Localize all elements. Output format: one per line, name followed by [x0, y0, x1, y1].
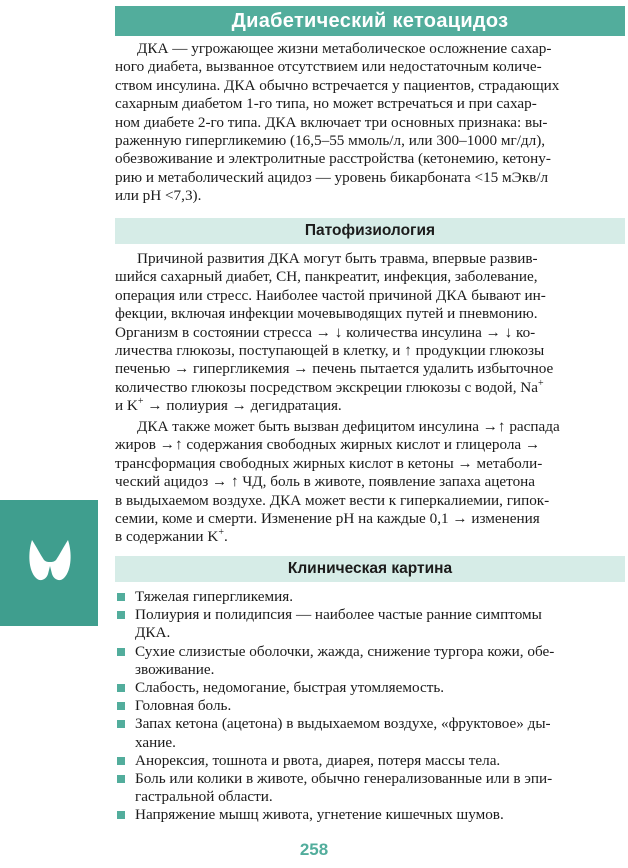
superscript: + [218, 527, 224, 539]
text-line: печенью → гипергликемия → печень пытается удалить избыточное [115, 360, 554, 378]
intro-line: сахарным диабетом 1-го типа, но может встречаться и при сахар- [115, 95, 537, 113]
list-item [115, 752, 621, 770]
text-line: фекции, включая инфекции мочевыводящих путей и пневмонию. [115, 305, 538, 323]
pathophysiology-paragraph-2 [115, 418, 623, 547]
text-fragment: в содержании K [115, 528, 219, 546]
section-heading-pathophysiology: Патофизиология [115, 218, 625, 244]
text-line: Причиной развития ДКА могут быть травма, впервые развив- [137, 250, 538, 267]
bullet-square-icon [117, 593, 125, 601]
intro-line: раженную гипергликемию (16,5–55 ммоль/л, или 300–1000 мг/дл), [115, 132, 546, 150]
symptom-list [115, 588, 621, 825]
intro-line: рию и метаболический ацидоз — уровень бикарбоната <15 мЭкв/л [115, 168, 549, 186]
list-item-line: Сухие слизистые оболочки, жажда, снижение тургора кожи, обе- [135, 642, 555, 660]
chapter-side-tab [0, 500, 98, 626]
list-item [115, 588, 621, 606]
list-item-line: ДКА. [135, 624, 171, 642]
text-line: жиров →↑ содержания свободных жирных кислот и глицерола → [115, 436, 541, 454]
list-item-line: Запах кетона (ацетона) в выдыхаемом воздухе, «фруктовое» ды- [135, 715, 551, 733]
thyroid-icon [26, 536, 74, 584]
intro-paragraph [115, 40, 623, 206]
list-item [115, 715, 621, 751]
text-line [115, 528, 623, 546]
text-line: ДКА также может быть вызван дефицитом инсулина →↑ распада [137, 418, 560, 435]
intro-line: ДКА — угрожающее жизни метаболическое осложнение сахар- [137, 40, 552, 57]
superscript: + [137, 396, 144, 408]
text-line: Организм в состоянии стресса → ↓ количества инсулина → ↓ ко- [115, 323, 536, 341]
text-fragment: и K [115, 397, 138, 415]
list-item-line: Тяжелая гипергликемия. [135, 588, 294, 605]
intro-line: или pH <7,3). [115, 187, 202, 205]
list-item-line: гастральной области. [135, 788, 273, 806]
list-item-line: Анорексия, тошнота и рвота, диарея, потеря массы тела. [135, 751, 501, 769]
intro-line: ством инсулина. ДКА обычно встречается у пациентов, страдающих [115, 76, 560, 94]
chapter-title: Диабетический кетоацидоз [115, 6, 625, 36]
list-item-line: Слабость, недомогание, быстрая утомляемость. [135, 679, 445, 697]
intro-line: ном диабете 2-го типа. ДКА включает три основных признака: вы- [115, 113, 548, 131]
text-line: в выдыхаемом воздухе. ДКА может вести к гиперкалиемии, гипок- [115, 491, 550, 509]
bullet-square-icon [117, 811, 125, 819]
text-fragment: → полиурия → дегидратация. [143, 397, 342, 415]
list-item [115, 806, 621, 824]
intro-line: ного диабета, вызванное отсутствием или недостаточным количе- [115, 58, 542, 76]
list-item-line: Боль или колики в животе, обычно генерализованные или в эпи- [135, 770, 553, 788]
list-item [115, 679, 621, 697]
list-item [115, 606, 621, 642]
list-item [115, 643, 621, 679]
page-number: 258 [299, 840, 329, 859]
text-line: шийся сахарный диабет, СН, панкреатит, инфекция, заболевание, [115, 268, 538, 286]
text-line: личества глюкозы, поступающей в клетку, и ↑ продукции глюкозы [115, 342, 545, 360]
bullet-square-icon [117, 757, 125, 765]
text-line [115, 379, 623, 397]
text-line: ческий ацидоз → ↑ ЧД, боль в животе, появление запаха ацетона [115, 473, 536, 491]
bullet-square-icon [117, 702, 125, 710]
pathophysiology-paragraph-1 [115, 250, 623, 416]
text-line: семии, коме и смерти. Изменение pH на каждые 0,1 → изменения [115, 510, 540, 528]
bullet-square-icon [117, 775, 125, 783]
text-line: трансформация свободных жирных кислот в кетоны → метаболи- [115, 454, 543, 472]
text-fragment: . [223, 528, 228, 546]
bullet-square-icon [117, 684, 125, 692]
bullet-square-icon [117, 648, 125, 656]
list-item-line: Полиурия и полидипсия — наиболее частые ранние симптомы [135, 606, 542, 624]
list-item-line: Напряжение мышц живота, угнетение кишечных шумов. [135, 806, 504, 824]
intro-line: обезвоживание и электролитные расстройства (кетонемию, кетону- [115, 150, 551, 168]
list-item-line: хание. [135, 733, 176, 751]
superscript: + [538, 377, 544, 389]
text-fragment: количество глюкозы посредством экскреции глюкозы с водой, Na [115, 378, 538, 396]
list-item-line: Головная боль. [135, 697, 232, 715]
list-item [115, 697, 621, 715]
text-line: операция или стресс. Наиболее частой причиной ДКА бывают ин- [115, 286, 546, 304]
list-item [115, 770, 621, 806]
text-line [115, 397, 623, 415]
bullet-square-icon [117, 720, 125, 728]
list-item-line: звоживание. [135, 660, 215, 678]
section-heading-clinical: Клиническая картина [115, 556, 625, 582]
bullet-square-icon [117, 611, 125, 619]
